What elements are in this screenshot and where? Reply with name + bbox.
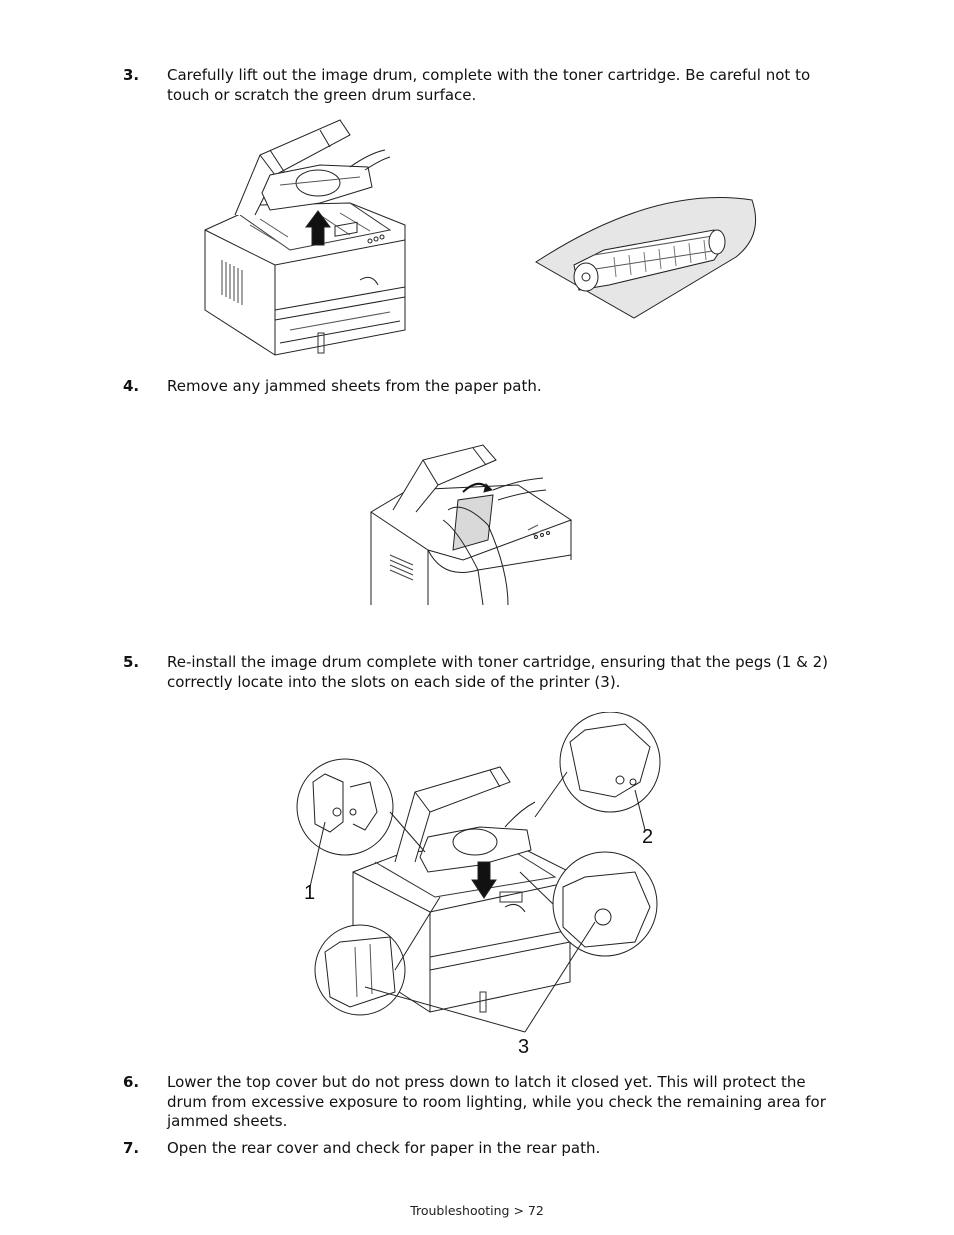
reinstall-drum-illustration <box>295 712 665 1037</box>
step-text: Re-install the image drum complete with toner cartridge, ensuring that the pegs (1 & 2) correctly locate into the slots on each side of the printer (3). <box>167 653 828 691</box>
step-text: Lower the top cover but do not press down to latch it closed yet. This will protect the drum from excessive exposure to room lighting, while you check the remaining area for jammed sheets. <box>167 1073 826 1130</box>
step-number: 3. <box>123 66 140 84</box>
step-text: Open the rear cover and check for paper in the rear path. <box>167 1139 601 1157</box>
remove-jammed-paper-illustration <box>368 440 578 610</box>
step-number: 5. <box>123 653 140 671</box>
step-text: Remove any jammed sheets from the paper path. <box>167 377 542 395</box>
step-number: 6. <box>123 1073 140 1091</box>
callout-peg-2: 2 <box>642 826 654 848</box>
green-drum-surface-illustration <box>534 195 759 320</box>
step-number: 7. <box>123 1139 140 1157</box>
step-number: 4. <box>123 377 140 395</box>
printer-lift-drum-illustration <box>200 115 415 370</box>
page-footer: Troubleshooting > 72 <box>410 1203 544 1218</box>
step-text: Carefully lift out the image drum, complete with the toner cartridge. Be careful not to touch or scratch the green drum surface. <box>167 66 811 104</box>
callout-peg-1: 1 <box>304 882 316 904</box>
callout-slots-3: 3 <box>518 1036 530 1058</box>
